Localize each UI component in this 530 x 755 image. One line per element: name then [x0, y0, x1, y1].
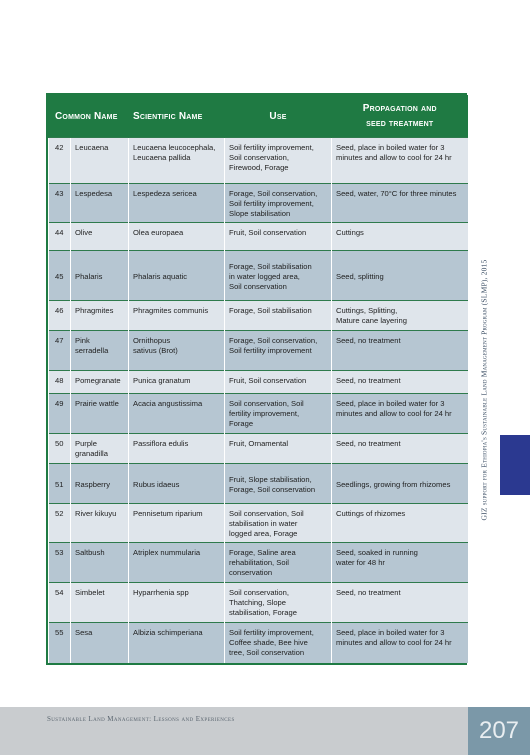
cell-scientific-name: Leucaena leucocephala, Leucaena pallida — [129, 138, 225, 184]
table-row — [49, 583, 468, 623]
cell-propagation: Seed, splitting — [332, 251, 468, 301]
table-row — [49, 371, 468, 394]
cell-propagation: Seed, place in boiled water for 3 minutes and allow to cool for 24 hr — [332, 623, 468, 663]
cell-propagation: Seed, no treatment — [332, 583, 468, 623]
header-propagation-line2: seed treatment — [366, 118, 434, 129]
cell-propagation: Seedlings, growing from rhizomes — [332, 464, 468, 504]
cell-use: Fruit, Soil conservation — [225, 371, 332, 394]
header-common-name: Common Name — [49, 95, 129, 138]
cell-use: Soil fertility improvement, Coffee shade, Bee hive tree, Soil conservation — [225, 623, 332, 663]
cell-common-name: Olive — [71, 223, 129, 251]
cell-use: Fruit, Ornamental — [225, 434, 332, 464]
cell-number: 48 — [49, 371, 71, 394]
cell-use: Soil conservation, Soil stabilisation in water logged area, Forage — [225, 504, 332, 543]
cell-common-name: Raspberry — [71, 464, 129, 504]
cell-number: 49 — [49, 394, 71, 434]
cell-propagation: Cuttings of rhizomes — [332, 504, 468, 543]
cell-use: Fruit, Soil conservation — [225, 223, 332, 251]
cell-propagation: Seed, water, 70°C for three minutes — [332, 184, 468, 223]
table-row — [49, 394, 468, 434]
table-row — [49, 223, 468, 251]
table-row — [49, 434, 468, 464]
cell-propagation: Seed, no treatment — [332, 371, 468, 394]
cell-common-name: River kikuyu — [71, 504, 129, 543]
header-scientific-name: Scientific Name — [129, 95, 225, 138]
species-table — [46, 93, 467, 665]
cell-scientific-name: Atriplex nummularia — [129, 543, 225, 583]
table-row — [49, 504, 468, 543]
cell-scientific-name: Rubus idaeus — [129, 464, 225, 504]
cell-common-name: Pink serradella — [71, 331, 129, 371]
cell-common-name: Leucaena — [71, 138, 129, 184]
cell-use: Soil conservation, Soil fertility improvement, Forage — [225, 394, 332, 434]
footer-title: Sustainable Land Management: Lessons and Experiences — [47, 715, 235, 723]
cell-number: 44 — [49, 223, 71, 251]
cell-common-name: Phalaris — [71, 251, 129, 301]
cell-use: Forage, Soil conservation, Soil fertility improvement, Slope stabilisation — [225, 184, 332, 223]
cell-number: 50 — [49, 434, 71, 464]
cell-number: 45 — [49, 251, 71, 301]
cell-common-name: Sesa — [71, 623, 129, 663]
cell-scientific-name: Acacia angustissima — [129, 394, 225, 434]
cell-scientific-name: Hyparrhenia spp — [129, 583, 225, 623]
table-row — [49, 301, 468, 331]
cell-propagation: Seed, no treatment — [332, 331, 468, 371]
table-row — [49, 184, 468, 223]
table-row — [49, 331, 468, 371]
table-row — [49, 543, 468, 583]
side-color-tab — [500, 435, 530, 495]
cell-number: 54 — [49, 583, 71, 623]
table-row — [49, 464, 468, 504]
cell-common-name: Phragmites — [71, 301, 129, 331]
cell-number: 47 — [49, 331, 71, 371]
cell-propagation: Cuttings — [332, 223, 468, 251]
cell-common-name: Lespedesa — [71, 184, 129, 223]
cell-propagation: Seed, soaked in running water for 48 hr — [332, 543, 468, 583]
table-row — [49, 138, 468, 184]
cell-number: 52 — [49, 504, 71, 543]
cell-use: Soil fertility improvement, Soil conservation, Firewood, Forage — [225, 138, 332, 184]
cell-common-name: Pomegranate — [71, 371, 129, 394]
cell-propagation: Seed, place in boiled water for 3 minutes and allow to cool for 24 hr — [332, 138, 468, 184]
cell-use: Forage, Soil stabilisation in water logged area, Soil conservation — [225, 251, 332, 301]
cell-common-name: Prairie wattle — [71, 394, 129, 434]
cell-common-name: Purple granadilla — [71, 434, 129, 464]
cell-use: Soil conservation, Thatching, Slope stabilisation, Forage — [225, 583, 332, 623]
cell-propagation: Seed, place in boiled water for 3 minutes and allow to cool for 24 hr — [332, 394, 468, 434]
cell-scientific-name: Olea europaea — [129, 223, 225, 251]
cell-scientific-name: Phragmites communis — [129, 301, 225, 331]
cell-use: Forage, Soil stabilisation — [225, 301, 332, 331]
page-number: 207 — [478, 717, 520, 744]
cell-number: 46 — [49, 301, 71, 331]
header-propagation — [332, 95, 468, 138]
header-propagation-line1: Propagation and — [362, 103, 437, 114]
cell-use: Forage, Saline area rehabilitation, Soil conservation — [225, 543, 332, 583]
side-running-text-label: GIZ support for Ethiopia's Sustainable Land Management Program (SLMP), 2015 — [479, 259, 489, 521]
cell-scientific-name: Phalaris aquatic — [129, 251, 225, 301]
cell-use: Forage, Soil conservation, Soil fertility improvement — [225, 331, 332, 371]
cell-number: 42 — [49, 138, 71, 184]
cell-number: 55 — [49, 623, 71, 663]
header-use: Use — [225, 95, 332, 138]
table-row — [49, 623, 468, 663]
table-row — [49, 251, 468, 301]
cell-propagation: Cuttings, Splitting, Mature cane layering — [332, 301, 468, 331]
cell-scientific-name: Albizia schimperiana — [129, 623, 225, 663]
cell-common-name: Saltbush — [71, 543, 129, 583]
table-header-row — [49, 95, 468, 138]
cell-scientific-name: Ornithopus sativus (Brot) — [129, 331, 225, 371]
cell-scientific-name: Pennisetum riparium — [129, 504, 225, 543]
cell-scientific-name: Punica granatum — [129, 371, 225, 394]
species-table-grid — [48, 95, 468, 663]
cell-number: 53 — [49, 543, 71, 583]
cell-number: 43 — [49, 184, 71, 223]
cell-propagation: Seed, no treatment — [332, 434, 468, 464]
cell-common-name: Simbelet — [71, 583, 129, 623]
cell-scientific-name: Passiflora edulis — [129, 434, 225, 464]
cell-use: Fruit, Slope stabilisation, Forage, Soil conservation — [225, 464, 332, 504]
cell-scientific-name: Lespedeza sericea — [129, 184, 225, 223]
cell-number: 51 — [49, 464, 71, 504]
